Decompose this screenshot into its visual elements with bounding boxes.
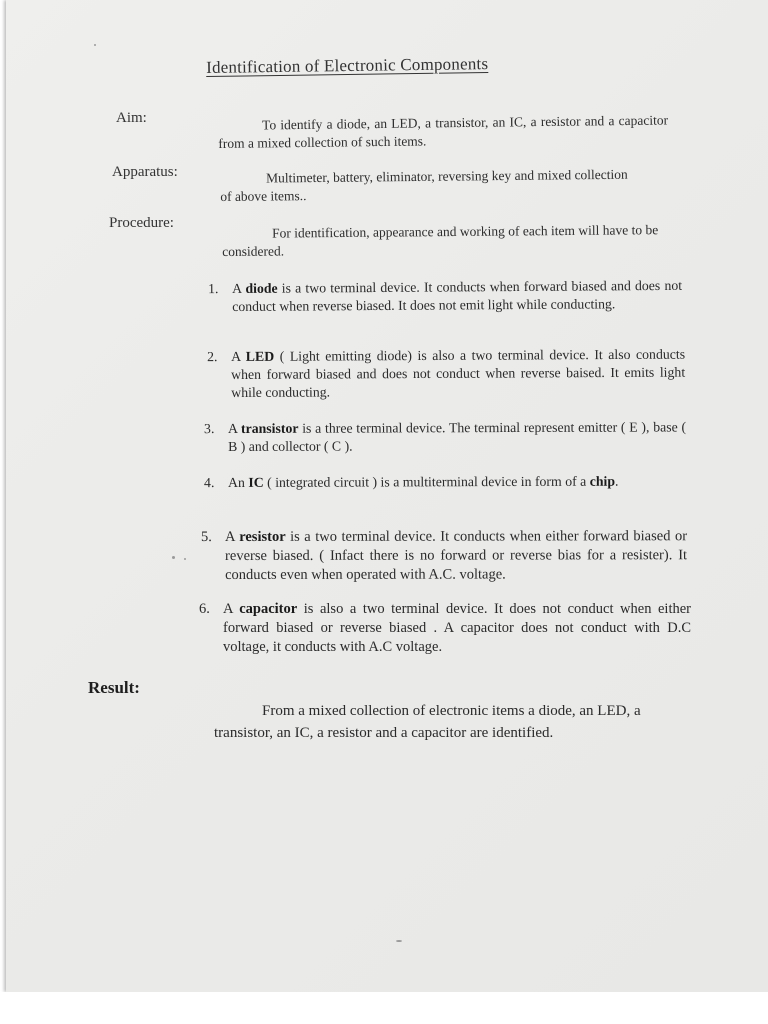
procedure-item-resistor [201, 527, 688, 585]
ink-speck [396, 940, 402, 942]
item-text: ( Light emitting diode) is also a two terminal device. It also conducts when forward biased and does not conduct when reverse baised. It emits light while conducting. [231, 346, 686, 400]
background-strip [0, 992, 768, 1024]
apparatus-text: Multimeter, battery, eliminator, reversing key and mixed collection of above items.. [220, 166, 628, 204]
result-text: From a mixed collection of electronic items a diode, an LED, a transistor, an IC, a resistor and a capacitor are identified. [214, 703, 641, 741]
item-suffix: . [615, 473, 619, 489]
item-number: 5. [201, 529, 212, 546]
item-prefix: A [225, 528, 240, 545]
item-term: resistor [239, 528, 286, 545]
ink-speck [184, 558, 186, 560]
result-label: Result: [88, 678, 140, 697]
paper-sheet [6, 0, 768, 992]
procedure-label: Procedure: [109, 215, 174, 231]
item-text: ( integrated circuit ) is a multiterminal device in form of a [263, 473, 590, 490]
procedure-item-led [207, 346, 686, 402]
procedure-item-diode [208, 277, 683, 316]
item-prefix: A [232, 280, 246, 296]
item-number: 1. [208, 281, 219, 297]
item-term: diode [245, 280, 278, 296]
procedure-intro-text: For identification, appearance and working of each item will have to be considered. [222, 222, 659, 259]
item-term: LED [245, 348, 275, 364]
item-prefix: An [228, 474, 249, 490]
item-text: is a three terminal device. The terminal represent emitter ( E ), base ( B ) and collector ( C ). [228, 419, 687, 454]
item-number: 6. [199, 601, 210, 617]
item-text: is also a two terminal device. It does not conduct when either forward biased or reverse biased . A capacitor does not conduct with D.C voltage, it conducts with A.C voltage. [223, 601, 691, 655]
item-term: IC [248, 474, 264, 490]
procedure-item-transistor [204, 418, 687, 456]
item-term: transistor [240, 420, 299, 436]
item-term-chip: chip [589, 473, 616, 489]
ink-speck [172, 556, 175, 559]
item-prefix: A [231, 348, 246, 364]
ink-speck [94, 44, 96, 46]
item-prefix: A [228, 420, 241, 436]
apparatus-label: Apparatus: [112, 164, 178, 180]
item-number: 4. [204, 475, 215, 491]
procedure-item-ic [204, 472, 686, 492]
item-number: 2. [207, 349, 218, 365]
aim-text: To identify a diode, an LED, a transistor, an IC, a resistor and a capacitor from a mixed collection of such items. [218, 112, 669, 151]
item-text: is a two terminal device. It conducts when either forward biased or reverse biased. ( Infact there is no forward or reverse bias for a resister). It conducts even when operated with A.C. voltage. [225, 528, 688, 583]
item-term: capacitor [239, 601, 298, 617]
document-title: Identification of Electronic Components [206, 54, 489, 77]
procedure-item-capacitor [199, 600, 691, 657]
item-text: is a two terminal device. It conducts when forward biased and does not conduct when reverse biased. It does not emit light while conducting. [232, 277, 683, 314]
item-prefix: A [223, 601, 240, 617]
aim-label: Aim: [116, 110, 147, 126]
item-number: 3. [204, 421, 215, 437]
